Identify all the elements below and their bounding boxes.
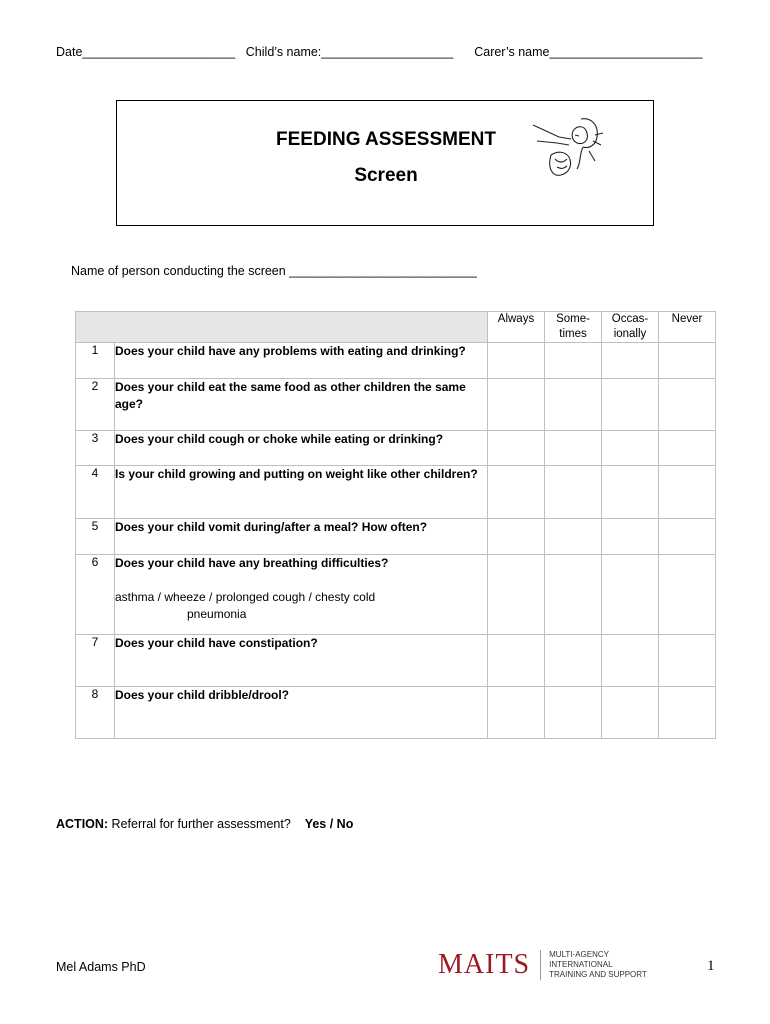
table-row: [76, 687, 716, 739]
title-box: [116, 100, 654, 226]
answer-cell-never[interactable]: [659, 431, 716, 466]
column-header-sometimes: Some- times: [545, 312, 602, 343]
row-number: 6: [76, 555, 115, 635]
document-subtitle: Screen: [354, 165, 418, 186]
page-number: 1: [707, 958, 715, 974]
assessment-table: [75, 311, 716, 739]
answer-cell-sometimes[interactable]: [545, 635, 602, 687]
answer-cell-always[interactable]: [488, 379, 545, 431]
answer-cell-occasionally[interactable]: [602, 519, 659, 555]
question-text: Does your child have constipation?: [115, 635, 488, 687]
question-text: Does your child dribble/drool?: [115, 687, 488, 739]
answer-cell-always[interactable]: [488, 687, 545, 739]
row-number: 2: [76, 379, 115, 431]
answer-cell-sometimes[interactable]: [545, 379, 602, 431]
table-row: [76, 519, 716, 555]
question-cell: [115, 555, 488, 635]
action-label: ACTION:: [56, 817, 109, 831]
question-text: Does your child vomit during/after a meal? How often?: [115, 519, 488, 555]
answer-cell-occasionally[interactable]: [602, 343, 659, 379]
form-header: [56, 45, 702, 59]
answer-cell-occasionally[interactable]: [602, 635, 659, 687]
answer-cell-always[interactable]: [488, 431, 545, 466]
maits-logo: [438, 948, 669, 982]
table-header-row: [76, 312, 716, 343]
answer-cell-occasionally[interactable]: [602, 431, 659, 466]
answer-cell-sometimes[interactable]: [545, 519, 602, 555]
answer-cell-always[interactable]: [488, 466, 545, 519]
logo-tagline: [549, 950, 669, 980]
row-number: 4: [76, 466, 115, 519]
row-number: 3: [76, 431, 115, 466]
logo-tagline-line1: MULTI-AGENCY INTERNATIONAL: [549, 950, 613, 969]
table-row: [76, 379, 716, 431]
child-name-field-label[interactable]: Child’s name:___________________: [245, 45, 454, 59]
question-text: Does your child cough or choke while eating or drinking?: [115, 431, 488, 466]
author-name: Mel Adams PhD: [56, 960, 146, 974]
conductor-name-field[interactable]: Name of person conducting the screen ___________________________: [71, 264, 477, 278]
referral-options[interactable]: Yes / No: [304, 817, 354, 831]
answer-cell-never[interactable]: [659, 466, 716, 519]
answer-cell-always[interactable]: [488, 635, 545, 687]
question-subtext: pneumonia: [187, 607, 247, 621]
answer-cell-never[interactable]: [659, 635, 716, 687]
question-text: Does your child have any breathing difficulties?: [115, 556, 389, 570]
answer-cell-sometimes[interactable]: [545, 343, 602, 379]
logo-tagline-line2: TRAINING AND SUPPORT: [549, 970, 647, 979]
table-row: [76, 466, 716, 519]
column-header-always: Always: [488, 312, 545, 343]
answer-cell-occasionally[interactable]: [602, 687, 659, 739]
parent-feeding-child-illustration-icon: [529, 111, 607, 191]
row-number: 8: [76, 687, 115, 739]
table-row: [76, 635, 716, 687]
question-text: Does your child eat the same food as other children the same age?: [115, 379, 488, 431]
row-number: 5: [76, 519, 115, 555]
question-subtext: asthma / wheeze / prolonged cough / chesty cold: [115, 590, 376, 604]
logo-wordmark: MAITS: [438, 949, 531, 980]
answer-cell-occasionally[interactable]: [602, 466, 659, 519]
answer-cell-sometimes[interactable]: [545, 431, 602, 466]
answer-cell-sometimes[interactable]: [545, 687, 602, 739]
answer-cell-always[interactable]: [488, 519, 545, 555]
document-title: FEEDING ASSESSMENT: [276, 129, 496, 150]
answer-cell-never[interactable]: [659, 687, 716, 739]
row-number: 7: [76, 635, 115, 687]
column-header-never: Never: [659, 312, 716, 343]
answer-cell-always[interactable]: [488, 555, 545, 635]
answer-cell-occasionally[interactable]: [602, 379, 659, 431]
answer-cell-always[interactable]: [488, 343, 545, 379]
answer-cell-occasionally[interactable]: [602, 555, 659, 635]
action-line: [56, 817, 353, 831]
column-header-occasionally: Occas- ionally: [602, 312, 659, 343]
carer-name-field-label[interactable]: Carer’s name______________________: [474, 45, 703, 59]
answer-cell-never[interactable]: [659, 343, 716, 379]
answer-cell-never[interactable]: [659, 555, 716, 635]
logo-divider: [540, 950, 541, 980]
table-row: [76, 343, 716, 379]
answer-cell-sometimes[interactable]: [545, 466, 602, 519]
answer-cell-never[interactable]: [659, 519, 716, 555]
row-number: 1: [76, 343, 115, 379]
answer-cell-sometimes[interactable]: [545, 555, 602, 635]
header-blank-cell: [76, 312, 488, 343]
table-row: [76, 555, 716, 635]
action-text: Referral for further assessment?: [108, 817, 291, 831]
date-field-label[interactable]: Date______________________: [56, 45, 236, 59]
question-text: Is your child growing and putting on weight like other children?: [115, 466, 488, 519]
answer-cell-never[interactable]: [659, 379, 716, 431]
question-text: Does your child have any problems with eating and drinking?: [115, 343, 488, 379]
table-row: [76, 431, 716, 466]
